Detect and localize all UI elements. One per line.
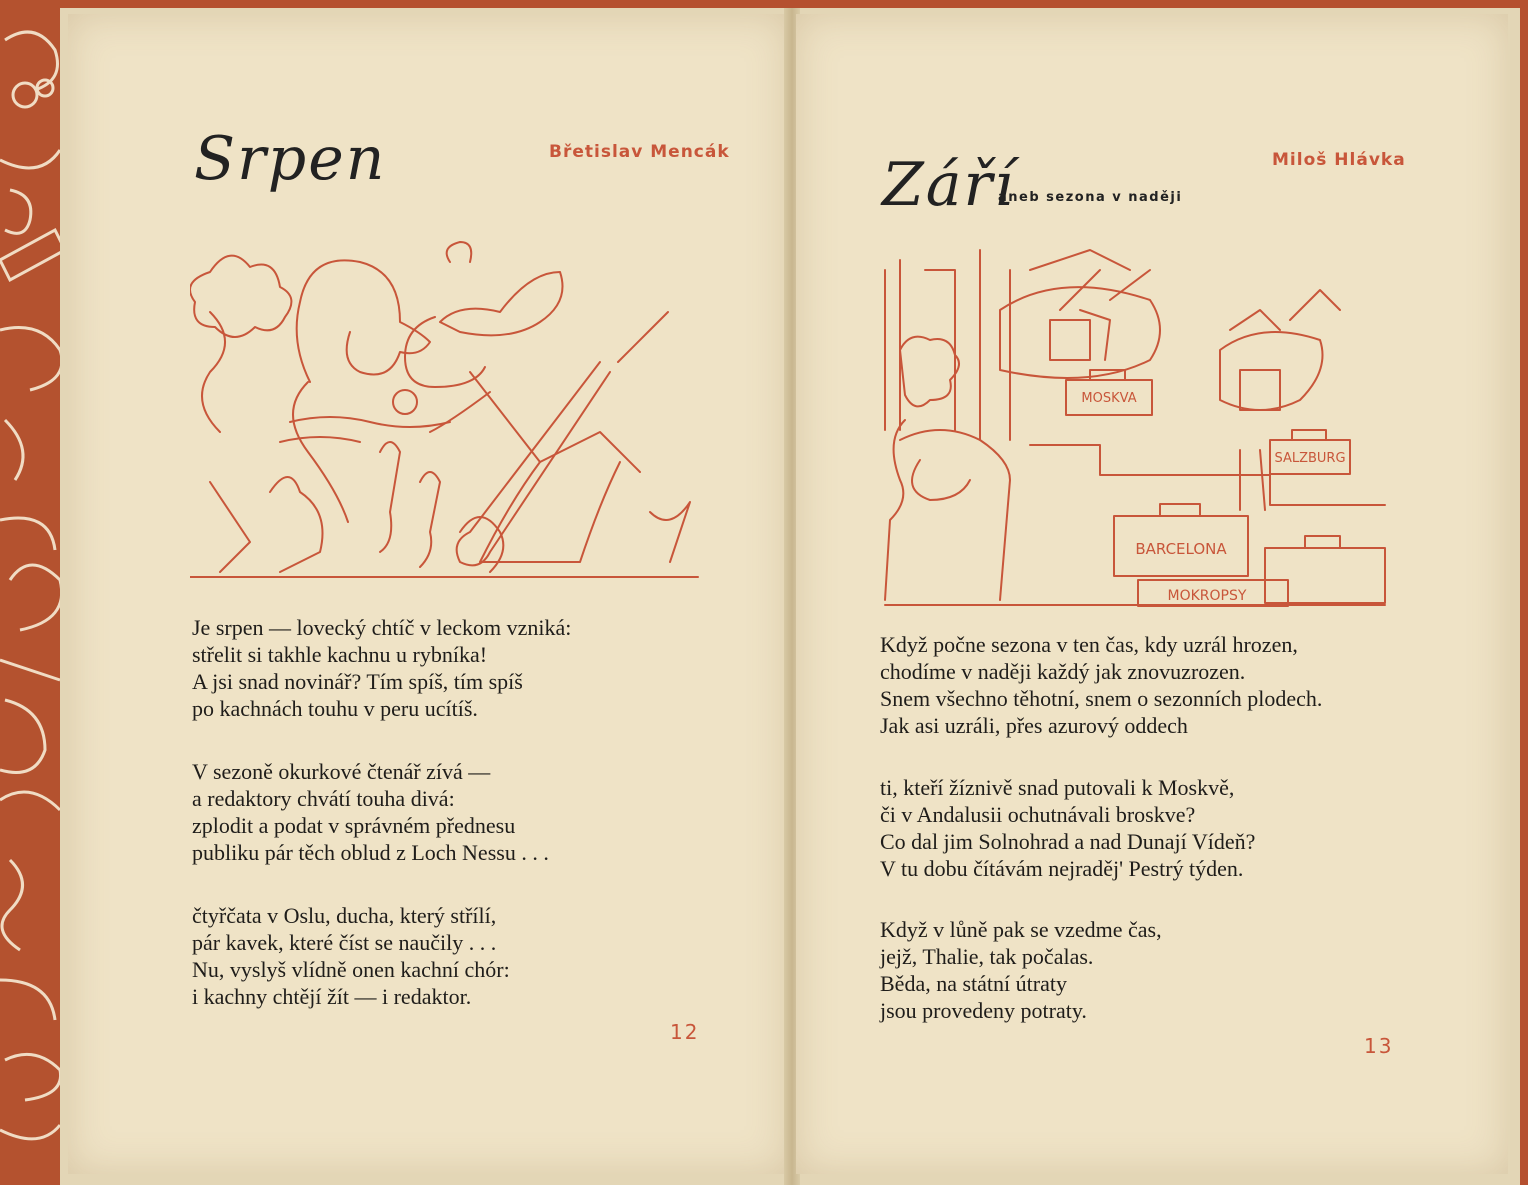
verse-line: Nu, vyslyš vlídně onen kachní chór: <box>192 957 510 982</box>
verse-line: Je srpen — lovecký chtíč v leckom vzniká: <box>192 615 572 640</box>
suitcase-label-mokropsy: MOKROPSY <box>1167 588 1247 604</box>
stanza-1 <box>192 614 571 722</box>
verse-line: Jak asi uzráli, přes azurový oddech <box>880 713 1188 738</box>
verse-line: Když počne sezona v ten čas, kdy uzrál hrozen, <box>880 632 1298 657</box>
verse-line: A jsi snad novinář? Tím spíš, tím spíš <box>192 669 523 694</box>
author-name: Miloš Hlávka <box>1272 150 1406 170</box>
verse-line: Když v lůně pak se vzedme čas, <box>880 917 1162 942</box>
suitcase-label-barcelona: BARCELONA <box>1135 540 1227 558</box>
verse-line: či v Andalusii ochutnávali broskve? <box>880 802 1196 827</box>
verse-line: i kachny chtějí žít — i redaktor. <box>192 984 472 1009</box>
stanza-1 <box>880 631 1322 739</box>
poem-title: Září <box>882 150 1016 220</box>
verse-line: čtyřčata v Oslu, ducha, který střílí, <box>192 903 497 928</box>
verse-line: Co dal jim Solnohrad a nad Dunají Vídeň? <box>880 829 1256 854</box>
verse-line: jsou provedeny potraty. <box>880 998 1087 1023</box>
left-page <box>68 14 788 1174</box>
verse-line: po kachnách touhu v peru ucítíš. <box>192 696 478 721</box>
suitcase-salzburg <box>1270 430 1350 474</box>
verse-line: chodíme v naději každý jak znovuzrozen. <box>880 659 1246 684</box>
stanza-2 <box>880 774 1255 882</box>
poem-subtitle: aneb sezona v naději <box>998 190 1183 205</box>
right-page <box>796 14 1508 1174</box>
verse-line: V sezoně okurkové čtenář zívá — <box>192 759 491 784</box>
suitcase-plain <box>1265 536 1385 603</box>
stanza-3 <box>880 916 1162 1024</box>
verse-line: ti, kteří žíznivě snad putovali k Moskvě, <box>880 775 1235 800</box>
verse-line: zplodit a podat v správném přednesu <box>192 813 516 838</box>
verse-line: jejž, Thalie, tak počalas. <box>880 944 1094 969</box>
page-number: 13 <box>1364 1034 1394 1058</box>
stanza-2 <box>192 758 549 866</box>
hunter-duck-illustration <box>190 232 702 584</box>
travel-suitcases-illustration <box>880 240 1390 610</box>
verse-line: střelit si takhle kachnu u rybníka! <box>192 642 488 667</box>
suitcase-label-moskva: MOSKVA <box>1081 391 1137 406</box>
verse-line: a redaktory chvátí touha divá: <box>192 786 455 811</box>
poem-title: Srpen <box>194 124 387 194</box>
page-number: 12 <box>670 1020 700 1044</box>
verse-line: pár kavek, které číst se naučily . . . <box>192 930 497 955</box>
verse-line: Snem všechno těhotní, snem o sezonních plodech. <box>880 686 1323 711</box>
suitcase-label-salzburg: SALZBURG <box>1274 451 1346 466</box>
author-name: Břetislav Mencák <box>549 142 730 162</box>
verse-line: Běda, na státní útraty <box>880 971 1067 996</box>
stanza-3 <box>192 902 510 1010</box>
verse-line: publiku pár těch oblud z Loch Nessu . . . <box>192 840 549 865</box>
verse-line: V tu dobu čítávám nejraděj' Pestrý týden. <box>880 856 1244 881</box>
suitcase-barcelona <box>1114 504 1248 576</box>
